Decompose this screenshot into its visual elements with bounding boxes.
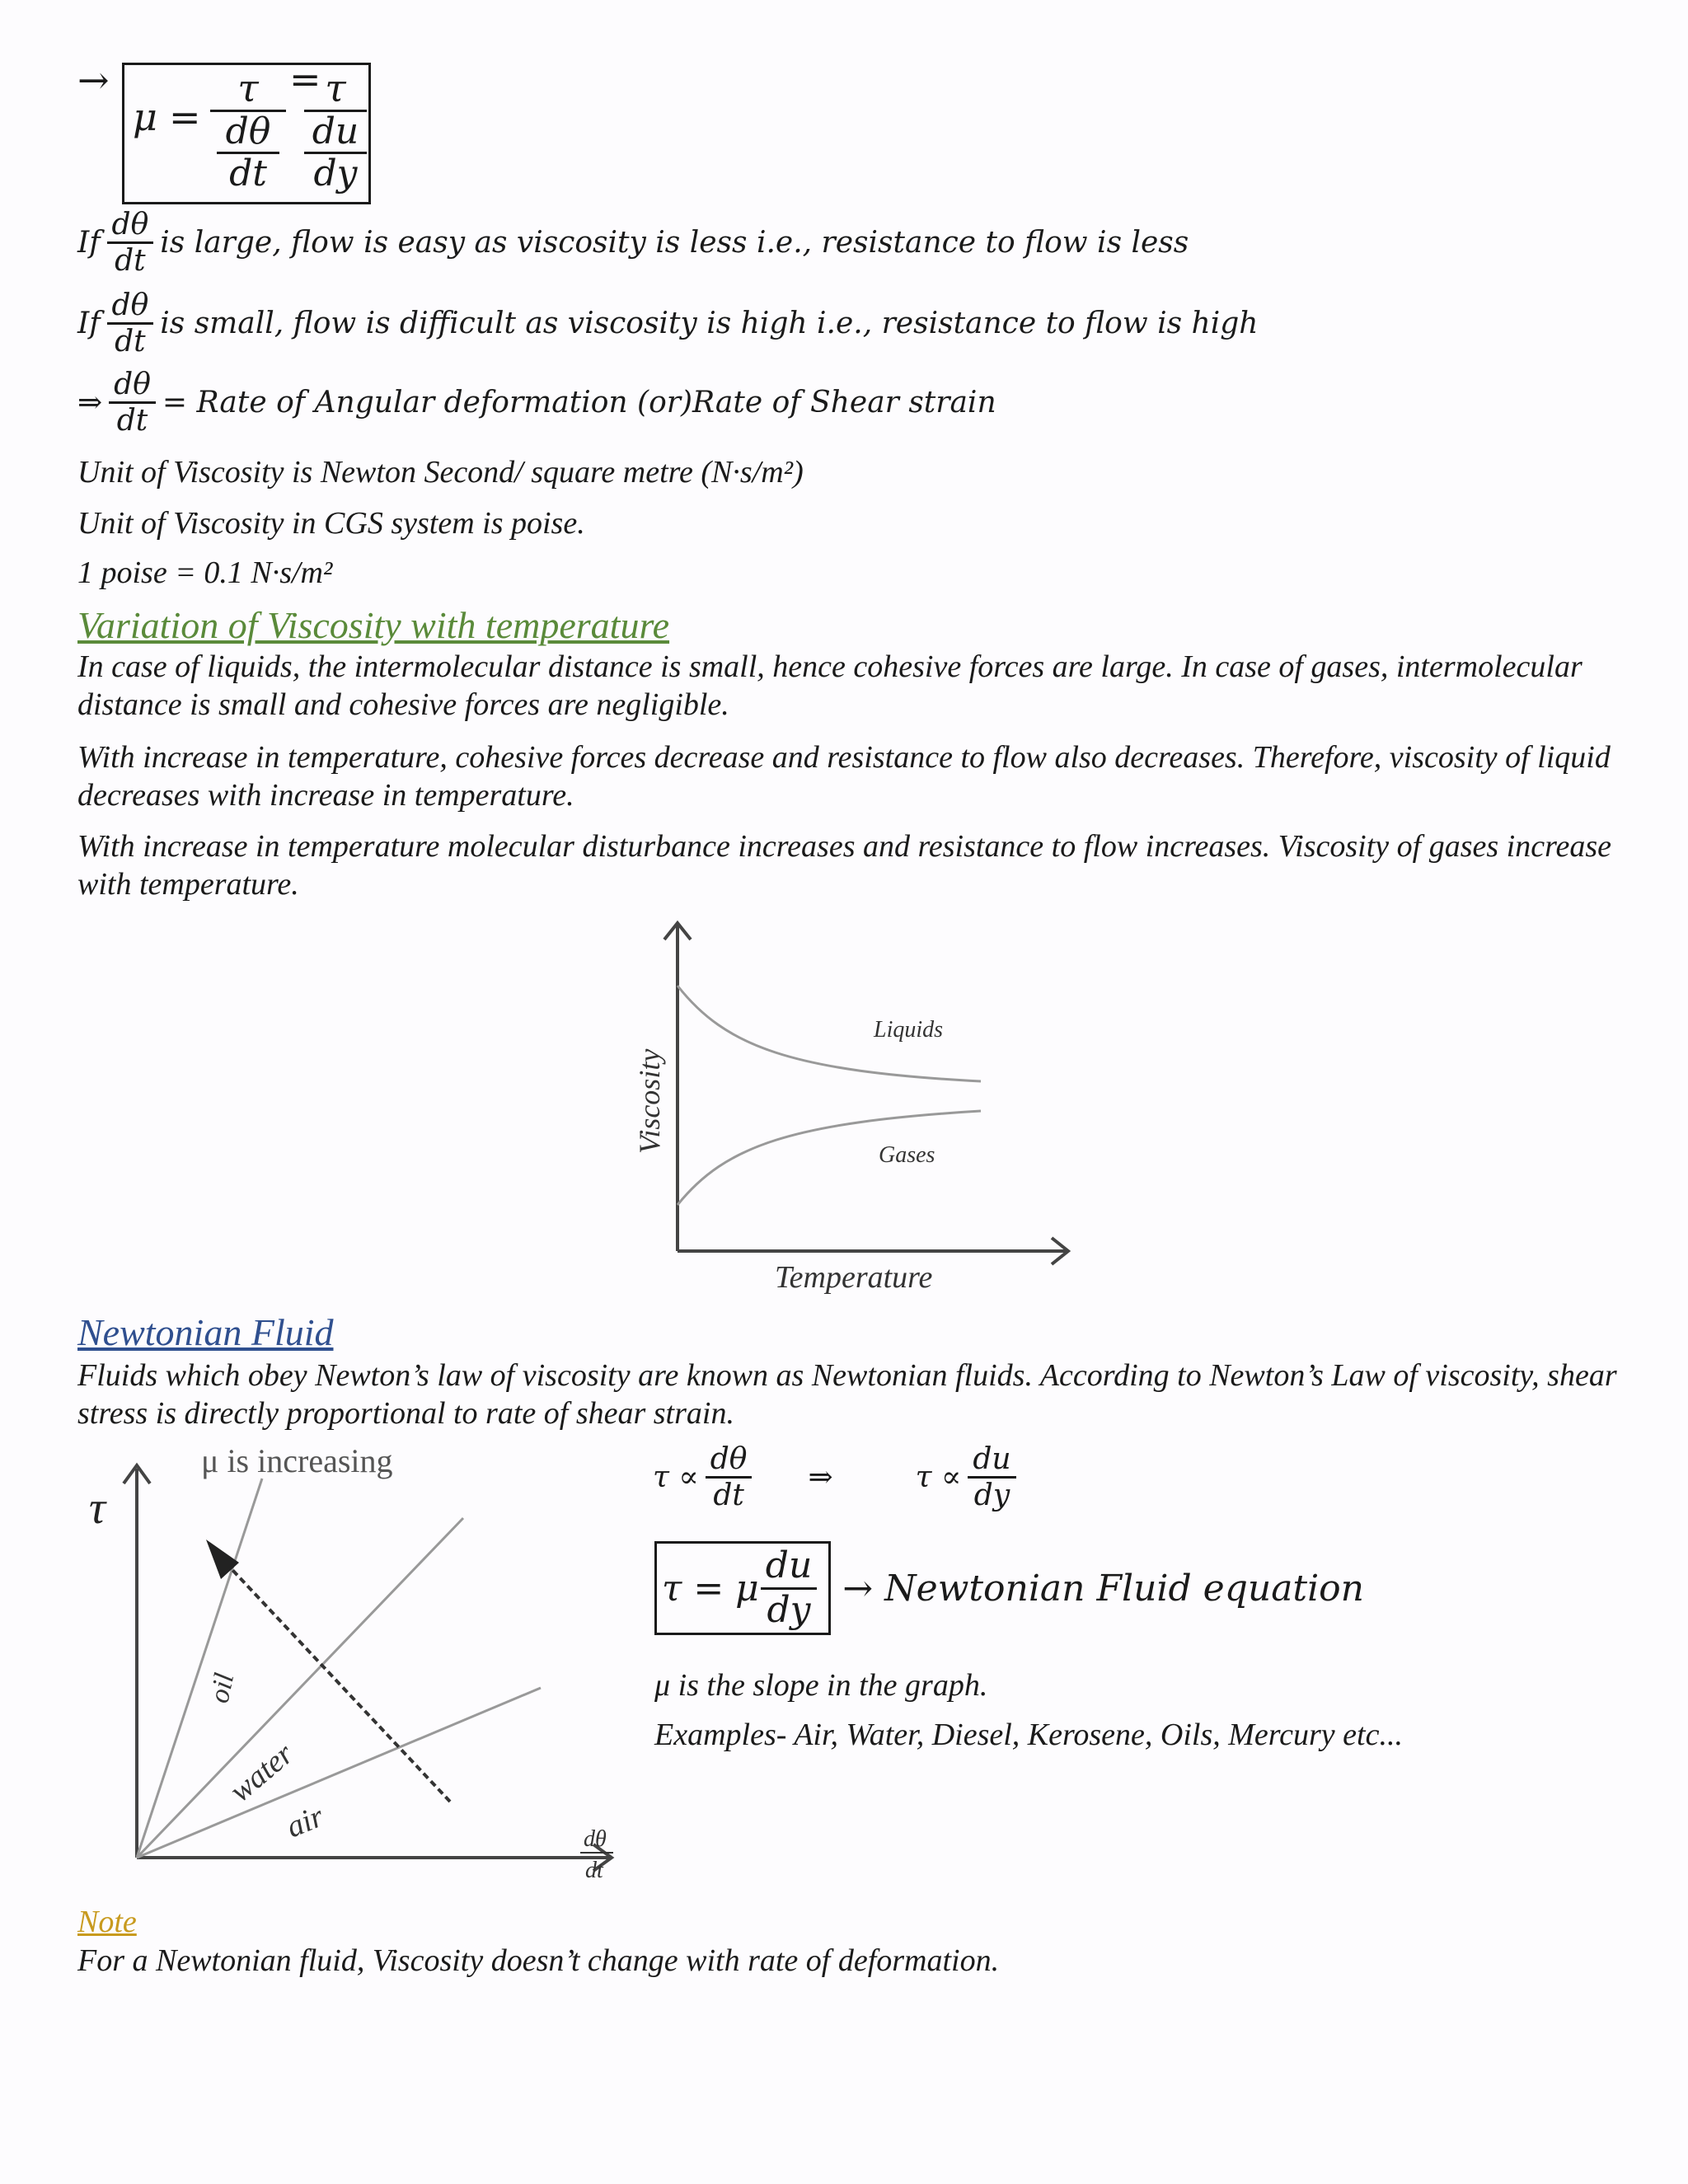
chart-title: μ is increasing	[201, 1442, 393, 1479]
examples-text: Examples- Air, Water, Diesel, Kerosene, Oils, Mercury etc...	[654, 1718, 1403, 1752]
newtonian-paragraph: Fluids which obey Newton’s law of viscosity are known as Newtonian fluids. According to Newton’s Law of viscosity, shear stress is directly proportional to rate of shear strain.	[77, 1358, 1617, 1431]
frac-num: du	[968, 1442, 1015, 1479]
newtonian-equation-row	[654, 1541, 1364, 1635]
fraction-tau-dudy	[304, 67, 367, 194]
frac-num: du	[761, 1545, 818, 1590]
equals-2: =	[289, 57, 321, 101]
paragraph-1: In case of liquids, the intermolecular distance is small, hence cohesive forces are large. In case of gases, intermolecular distance is small and cohesive forces are negligible.	[77, 649, 1582, 722]
oil-label: oil	[204, 1670, 241, 1706]
y-axis-label: Viscosity	[633, 1048, 666, 1154]
viscosity-formula-box	[122, 57, 371, 204]
implies-prefix: ⇒	[77, 386, 103, 420]
du-dy-fraction	[761, 1545, 818, 1631]
paragraph-2: With increase in temperature, cohesive forces decrease and resistance to flow also decreases. Therefore, viscosity of liquid decreases with increase in temperature.	[77, 740, 1611, 813]
math-line-3	[77, 368, 996, 438]
line-text: = Rate of Angular deformation (or)Rate of Shear strain	[162, 386, 996, 420]
newtonian-equation-box	[654, 1541, 831, 1635]
air-line	[137, 1688, 541, 1858]
equals-1: =	[169, 95, 201, 139]
fraction-tau-dthetadt	[205, 67, 291, 194]
fraction-inner-2	[304, 112, 367, 194]
frac-num: dθ	[107, 208, 154, 244]
frac-den: dt	[115, 244, 146, 279]
unit-line-3: 1 poise = 0.1 N·s/m²	[77, 555, 333, 590]
slope-text: μ is the slope in the graph.	[654, 1668, 988, 1703]
gases-curve	[678, 1111, 981, 1205]
dtheta-dt-fraction	[107, 288, 154, 359]
if-prefix: If	[77, 307, 101, 341]
x-axis-label-den: dt	[585, 1858, 603, 1883]
frac-num: dθ	[107, 288, 154, 325]
viscosity-temperature-chart	[610, 907, 1104, 1302]
frac-num: dθ	[109, 368, 156, 404]
water-label: water	[223, 1736, 301, 1809]
air-label: air	[281, 1798, 329, 1845]
implies-symbol: ⇒	[808, 1460, 833, 1495]
dtheta-dt-fraction	[109, 368, 156, 438]
dtheta-dt-fraction	[107, 208, 154, 279]
frac-den: dy	[973, 1479, 1010, 1513]
tau-equals-mu: τ = μ	[662, 1567, 759, 1610]
mu-symbol: μ	[133, 95, 157, 139]
x-axis-label-num: dθ	[584, 1826, 607, 1852]
gases-label: Gases	[879, 1142, 935, 1168]
arrow-symbol: →	[77, 58, 110, 102]
paragraph-3: With increase in temperature molecular disturbance increases and resistance to flow increases. Viscosity of gases increase with temperature.	[77, 829, 1611, 902]
line-text: is small, flow is difficult as viscosity is high i.e., resistance to flow is high	[160, 307, 1259, 341]
tau-numerator-2: τ	[325, 66, 346, 110]
dtheta-text: dθ	[225, 110, 271, 152]
dtheta-dt-fraction	[706, 1442, 753, 1513]
math-line-2	[77, 288, 1258, 359]
dy-text: dy	[313, 152, 358, 194]
math-line-1	[77, 208, 1189, 279]
proportionality-line	[653, 1442, 1023, 1513]
newtonian-equation-label: → Newtonian Fluid equation	[842, 1567, 1365, 1610]
unit-line-1: Unit of Viscosity is Newton Second/ square metre (N·s/m²)	[77, 455, 804, 490]
frac-den: dt	[713, 1479, 744, 1513]
dt-text: dt	[229, 152, 267, 194]
line-text: is large, flow is easy as viscosity is less i.e., resistance to flow is less	[160, 226, 1189, 260]
unit-line-2: Unit of Viscosity in CGS system is poise.	[77, 506, 585, 541]
frac-den: dt	[116, 404, 148, 438]
section-heading-viscosity-temperature: Variation of Viscosity with temperature	[77, 604, 670, 646]
tau-proportional-left: τ ∝	[653, 1460, 699, 1495]
fraction-inner	[205, 112, 291, 194]
liquids-label: Liquids	[874, 1017, 944, 1043]
if-prefix: If	[77, 226, 101, 260]
shear-stress-chart	[74, 1434, 651, 1896]
note-heading: Note	[77, 1905, 137, 1939]
tau-numerator: τ	[237, 66, 259, 110]
x-axis-label: Temperature	[775, 1260, 933, 1295]
section-heading-newtonian-fluid: Newtonian Fluid	[77, 1311, 334, 1353]
frac-den: dy	[767, 1588, 811, 1631]
du-dy-fraction	[968, 1442, 1015, 1513]
tau-proportional-right: τ ∝	[915, 1460, 962, 1495]
tau-axis-label: τ	[89, 1483, 106, 1534]
note-text: For a Newtonian fluid, Viscosity doesn’t change with rate of deformation.	[77, 1943, 1000, 1978]
du-text: du	[312, 110, 359, 152]
frac-den: dt	[115, 325, 146, 359]
frac-num: dθ	[706, 1442, 753, 1479]
